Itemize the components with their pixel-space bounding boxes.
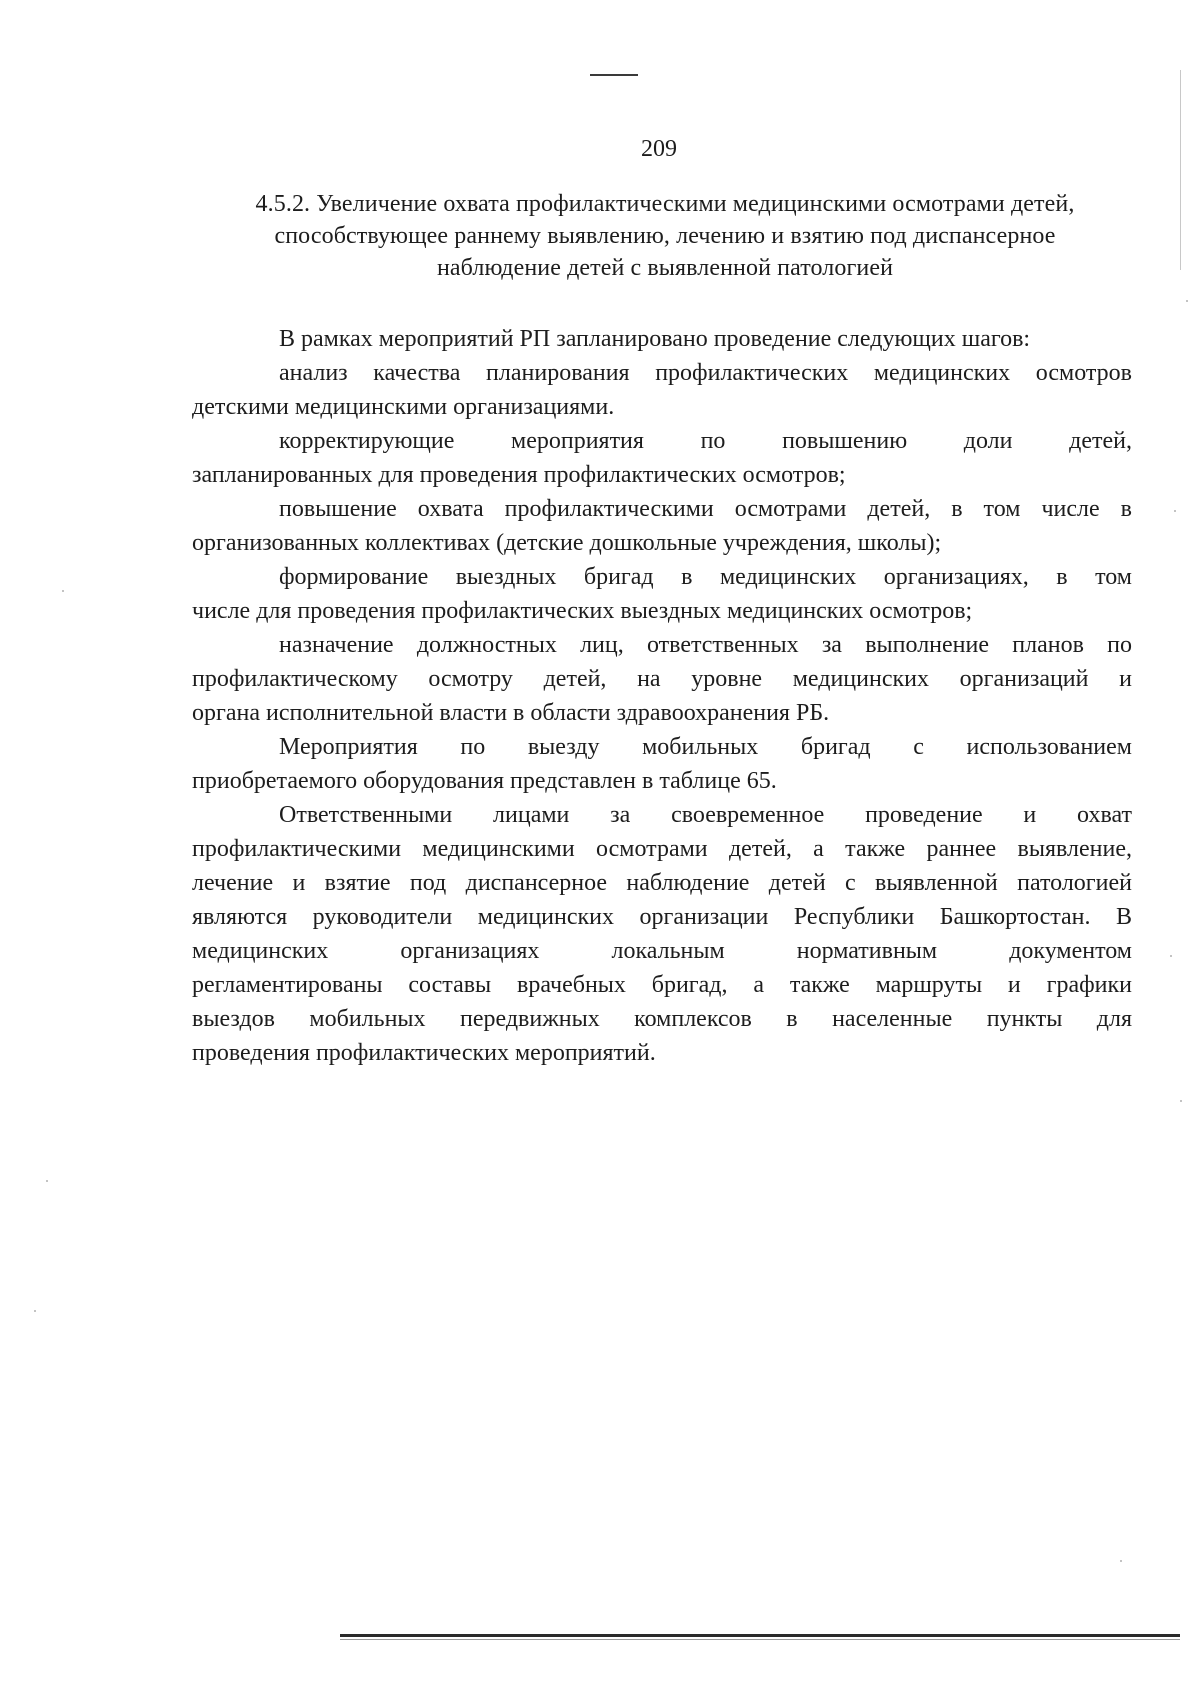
paragraph-responsible [192, 798, 1132, 1070]
text-line: анализ качества планирования профилактических медицинских осмотров [279, 360, 1132, 386]
text-line: приобретаемого оборудования представлен в таблице 65. [192, 768, 777, 794]
scan-speck [34, 1310, 36, 1312]
text-line: профилактическими медицинскими осмотрами детей, а также раннее выявление, [192, 836, 1132, 862]
text-line: профилактическому осмотру детей, на уровне медицинских организаций и [192, 666, 1132, 692]
text-line: корректирующие мероприятия по повышению доли детей, [279, 428, 1132, 454]
text-line: медицинских организациях локальным нормативным документом [192, 938, 1132, 964]
section-heading-line: способствующее раннему выявлению, лечению и взятию под диспансерное [274, 223, 1056, 249]
text-line: выездов мобильных передвижных комплексов в населенные пункты для [192, 1006, 1132, 1032]
paragraph-corrective [192, 424, 1132, 492]
scan-speck [46, 1180, 48, 1182]
bottom-scan-edge [340, 1634, 1180, 1637]
section-heading [190, 188, 1140, 284]
scan-speck [1170, 955, 1172, 957]
section-heading-line: наблюдение детей с выявленной патологией [436, 255, 894, 281]
scan-edge-line [1180, 70, 1181, 270]
bottom-scan-edge-thin [340, 1639, 1180, 1640]
paragraph-coverage [192, 492, 1132, 560]
paragraph-mobile-brigades [192, 730, 1132, 798]
text-line: детскими медицинскими организациями. [192, 394, 615, 420]
paragraph-officials [192, 628, 1132, 730]
text-line: регламентированы составы врачебных бригад, а также маршруты и графики [192, 972, 1132, 998]
scan-speck [1174, 510, 1176, 512]
text-line: В рамках мероприятий РП запланировано проведение следующих шагов: [279, 326, 1031, 352]
paragraph-brigades [192, 560, 1132, 628]
text-line: организованных коллективах (детские дошкольные учреждения, школы); [192, 530, 942, 556]
text-line: назначение должностных лиц, ответственных за выполнение планов по [279, 632, 1132, 658]
text-line: проведения профилактических мероприятий. [192, 1040, 656, 1066]
paragraph-intro [192, 322, 1132, 356]
section-heading-line: 4.5.2. Увеличение охвата профилактическими медицинскими осмотрами детей, [255, 191, 1075, 217]
paragraph-analysis [192, 356, 1132, 424]
page-number: 209 [641, 136, 677, 162]
text-line: лечение и взятие под диспансерное наблюдение детей с выявленной патологией [192, 870, 1132, 896]
top-rule [590, 74, 638, 76]
text-line: числе для проведения профилактических выездных медицинских осмотров; [192, 598, 973, 624]
scan-speck [1186, 300, 1188, 302]
text-line: являются руководители медицинских организации Республики Башкортостан. В [192, 904, 1132, 930]
scan-speck [1120, 1560, 1122, 1562]
text-line: Мероприятия по выезду мобильных бригад с использованием [279, 734, 1132, 760]
text-line: формирование выездных бригад в медицинских организациях, в том [279, 564, 1132, 590]
scan-speck [62, 590, 64, 592]
text-line: Ответственными лицами за своевременное проведение и охват [279, 802, 1132, 828]
scan-speck [1180, 1100, 1182, 1102]
text-line: повышение охвата профилактическими осмотрами детей, в том числе в [279, 496, 1132, 522]
text-line: органа исполнительной власти в области здравоохранения РБ. [192, 700, 830, 726]
text-line: запланированных для проведения профилактических осмотров; [192, 462, 846, 488]
body-text [192, 322, 1132, 1070]
